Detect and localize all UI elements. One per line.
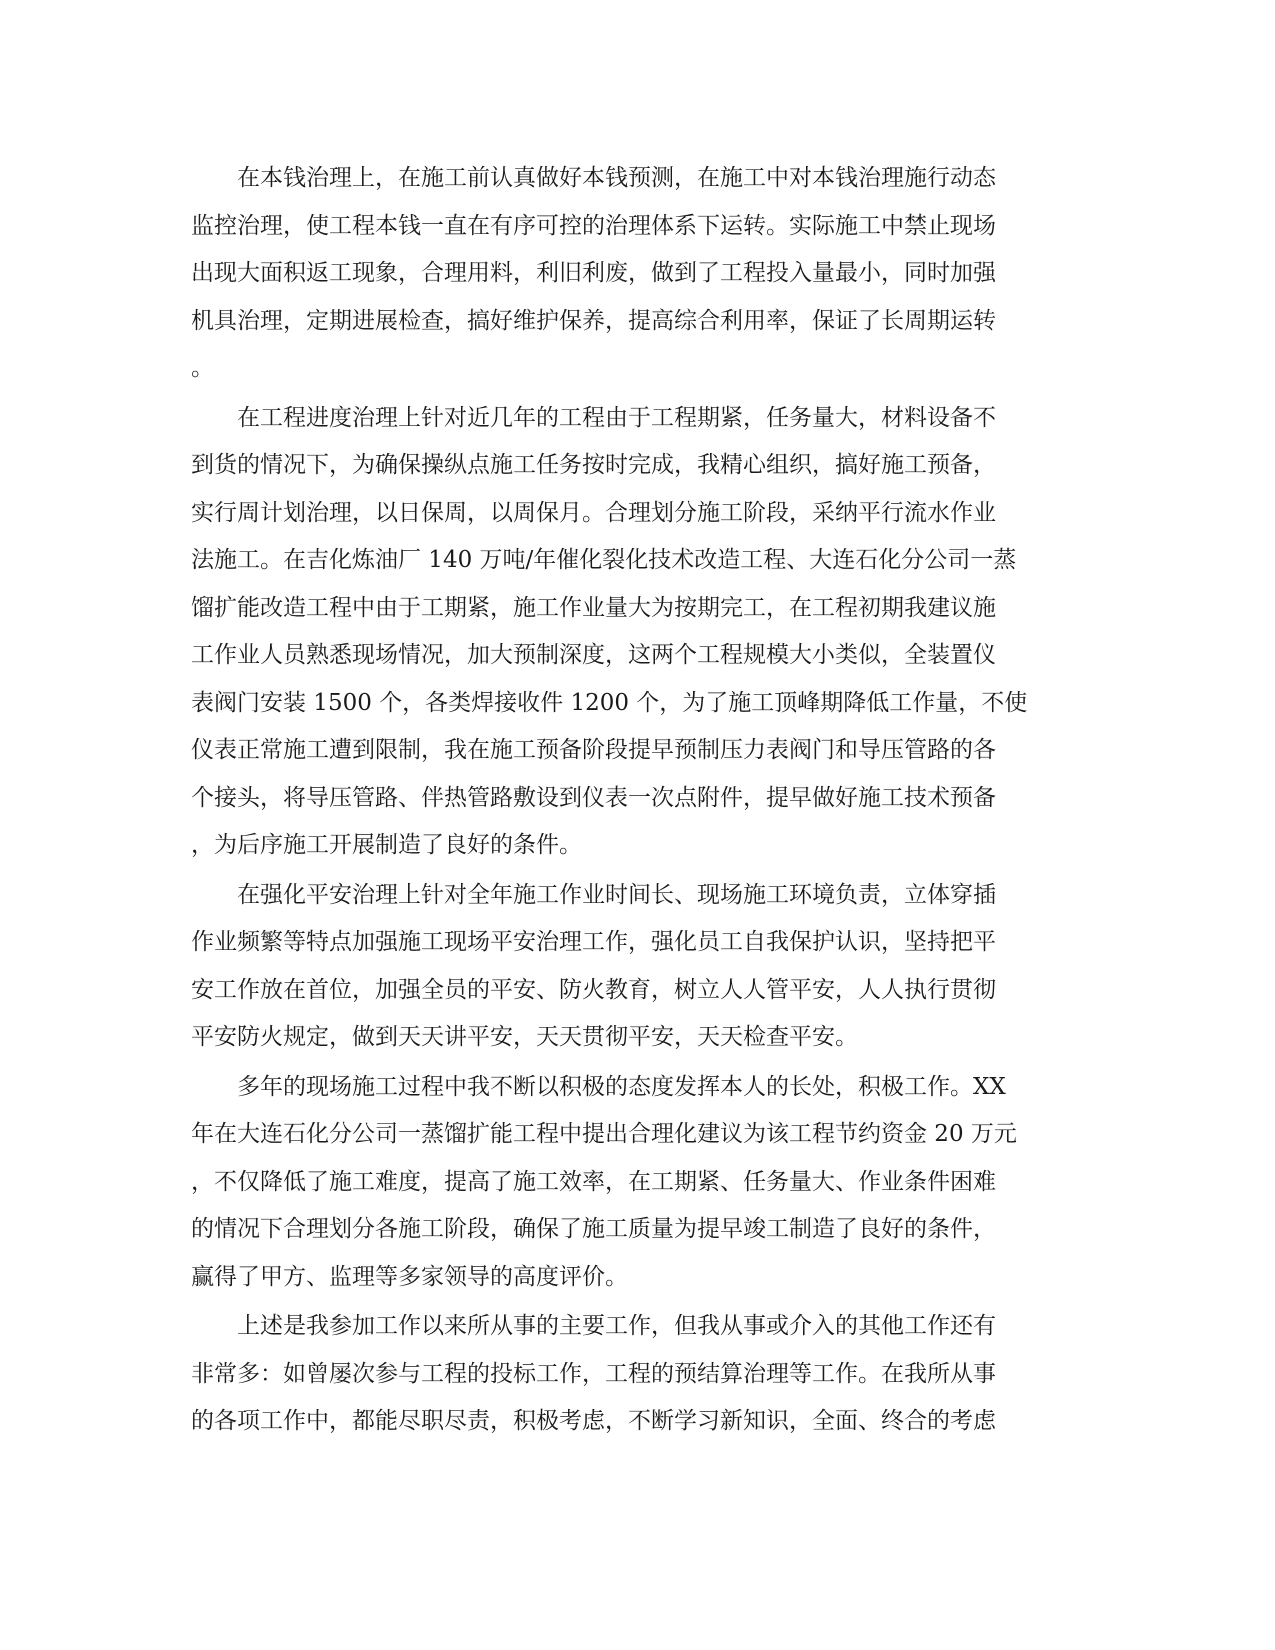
paragraph-line: 非常多：如曾屡次参与工程的投标工作，工程的预结算治理等工作。在我所从事 (191, 1360, 996, 1387)
paragraph-line: 实行周计划治理，以日保周，以周保月。合理划分施工阶段，采纳平行流水作业 (191, 499, 996, 526)
paragraph-line: 馏扩能改造工程中由于工期紧，施工作业量大为按期完工，在工程初期我建议施 (191, 594, 996, 621)
paragraph-schedule-management (191, 395, 1081, 870)
paragraph-line: 机具治理，定期进展检查，搞好维护保养，提高综合利用率，保证了长周期运转 (191, 307, 996, 334)
paragraph-line: 年在大连石化分公司一蒸馏扩能工程中提出合理化建议为该工程节约资金 20 万元 (191, 1121, 1017, 1147)
paragraph-line: ，不仅降低了施工难度，提高了施工效率，在工期紧、任务量大、作业条件困难 (191, 1168, 996, 1195)
paragraph-line: 安工作放在首位，加强全员的平安、防火教育，树立人人管平安，人人执行贯彻 (191, 976, 996, 1003)
paragraph-line: 平安防火规定，做到天天讲平安，天天贯彻平安，天天检查平安。 (191, 1024, 858, 1050)
paragraph-line: 在强化平安治理上针对全年施工作业时间长、现场施工环境负责，立体穿插 (237, 881, 996, 908)
paragraph-line: 工作业人员熟悉现场情况，加大预制深度，这两个工程规模大小类似，全装置仪 (191, 642, 996, 668)
paragraph-line: 个接头，将导压管路、伴热管路敷设到仪表一次点附件，提早做好施工技术预备 (191, 784, 996, 811)
paragraph-line: 出现大面积返工现象，合理用料，利旧利废，做到了工程投入量最小，同时加强 (191, 260, 996, 286)
paragraph-cost-management (191, 155, 1081, 393)
paragraph-line: 的各项工作中，都能尽职尽责，积极考虑，不断学习新知识，全面、终合的考虑 (191, 1408, 996, 1434)
paragraph-line: 到货的情况下，为确保操纵点施工任务按时完成，我精心组织，搞好施工预备， (191, 452, 996, 478)
paragraph-line: 法施工。在吉化炼油厂 140 万吨/年催化裂化技术改造工程、大连石化分公司一蒸 (191, 547, 1017, 573)
paragraph-line: 赢得了甲方、监理等多家领导的高度评价。 (191, 1263, 628, 1290)
paragraph-achievements (191, 1064, 1081, 1302)
paragraph-safety-management (191, 872, 1081, 1062)
paragraph-line: 仪表正常施工遭到限制，我在施工预备阶段提早预制压力表阀门和导压管路的各 (191, 737, 996, 763)
paragraph-line: 表阀门安装 1500 个，各类焊接收件 1200 个，为了施工顶峰期降低工作量，不使 (191, 689, 1028, 716)
document-body (191, 155, 1081, 1448)
paragraph-line: 上述是我参加工作以来所从事的主要工作，但我从事或介入的其他工作还有 (237, 1313, 996, 1339)
paragraph-line: 。 (191, 355, 214, 381)
paragraph-line: 在工程进度治理上针对近几年的工程由于工程期紧，任务量大，材料设备不 (237, 404, 996, 431)
paragraph-line: 的情况下合理划分各施工阶段，确保了施工质量为提早竣工制造了良好的条件， (191, 1216, 996, 1242)
paragraph-line: 多年的现场施工过程中我不断以积极的态度发挥本人的长处，积极工作。XX (237, 1073, 1006, 1100)
paragraph-line: 在本钱治理上，在施工前认真做好本钱预测，在施工中对本钱治理施行动态 (237, 165, 996, 191)
paragraph-line: ，为后序施工开展制造了良好的条件。 (191, 832, 582, 858)
paragraph-summary (191, 1303, 1081, 1446)
paragraph-line: 监控治理，使工程本钱一直在有序可控的治理体系下运转。实际施工中禁止现场 (191, 212, 996, 239)
paragraph-line: 作业频繁等特点加强施工现场平安治理工作，强化员工自我保护认识，坚持把平 (191, 929, 996, 955)
